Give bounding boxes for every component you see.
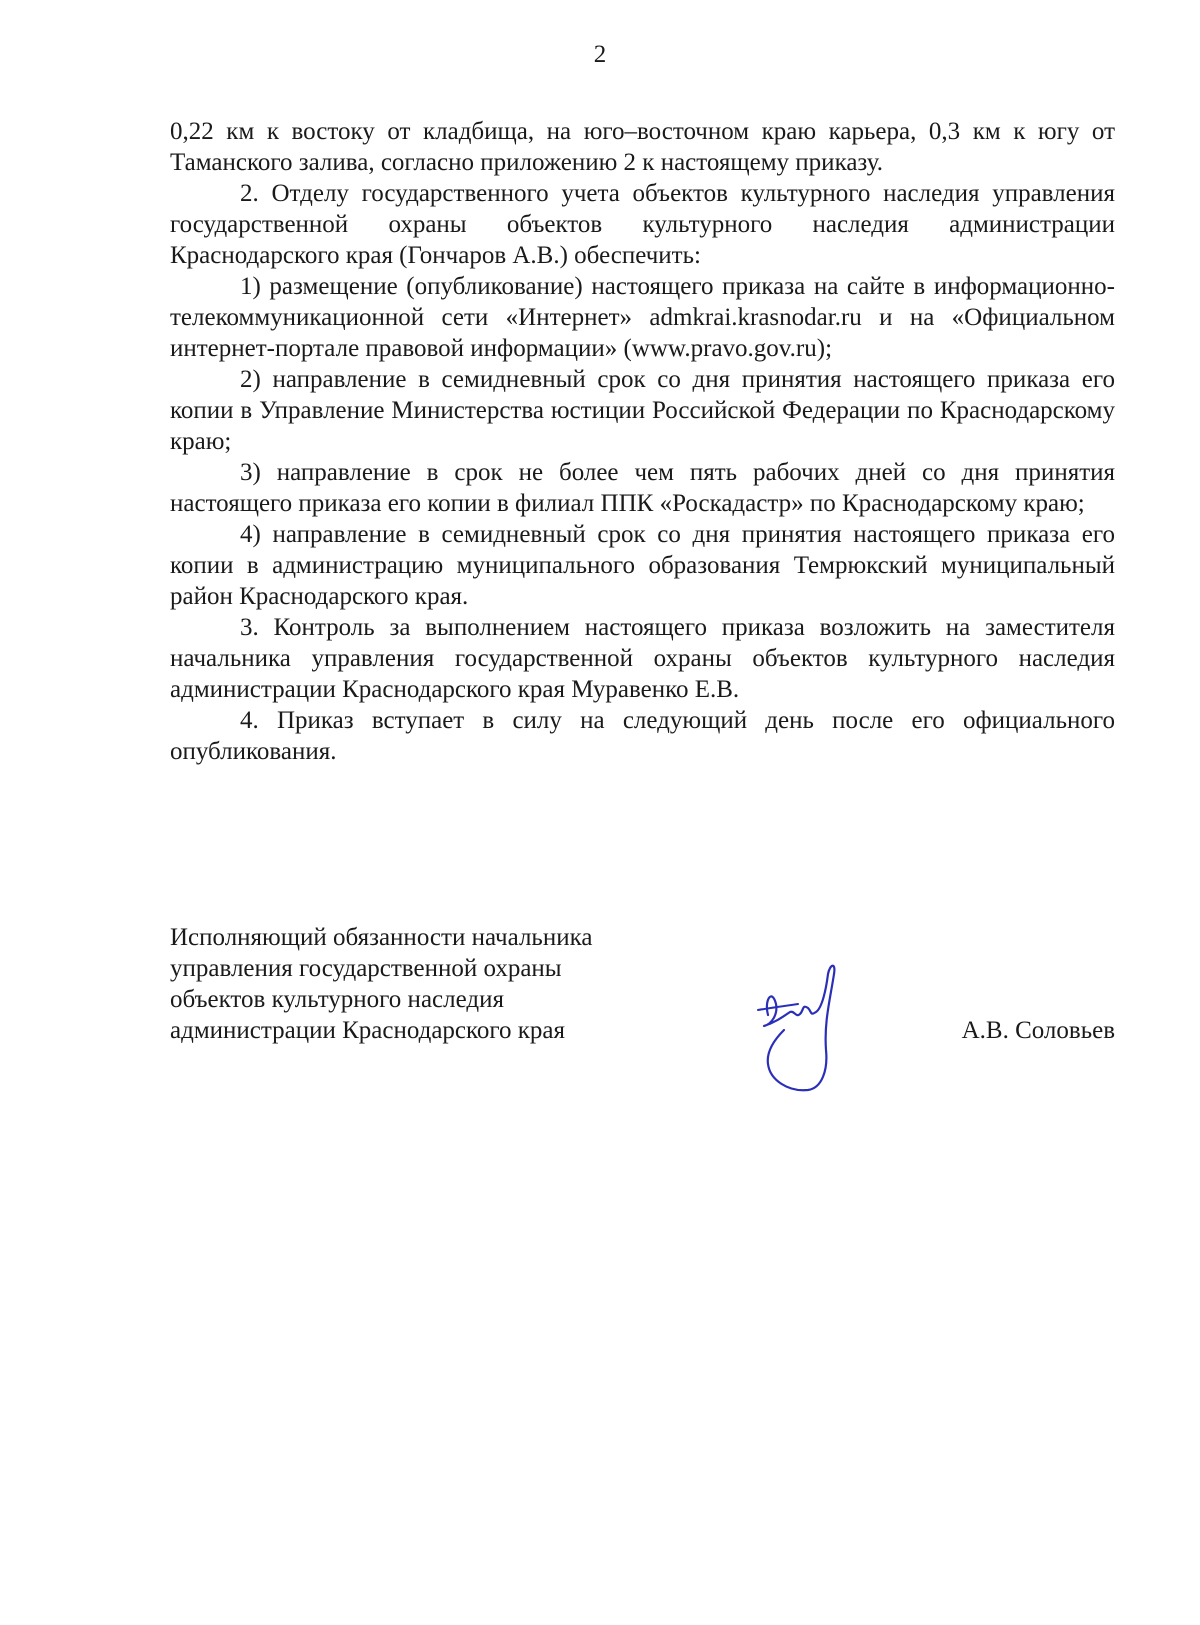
document-body [170,116,1115,767]
signer-title-line: Исполняющий обязанности начальника [170,924,593,951]
signature-block [170,922,1115,1092]
paragraph-item-4: 4. Приказ вступает в силу на следующий день после его официального опубликования. [170,707,1115,765]
signer-name: А.В. Соловьев [961,1017,1115,1044]
paragraph-subitem-3: 3) направление в срок не более чем пять рабочих дней со дня принятия настоящего приказа его копии в филиал ППК «Роскадастр» по Краснодарскому краю; [170,459,1115,517]
signer-title-line: администрации Краснодарского края [170,1017,566,1044]
paragraph-subitem-1: 1) размещение (опубликование) настоящего приказа на сайте в информационно-телекоммуникационной сети «Интернет» admkrai.krasnodar.ru и на «Официальном интернет-портале правовой информации» (www.pravo.gov.ru); [170,273,1115,362]
paragraph-item-3: 3. Контроль за выполнением настоящего приказа возложить на заместителя начальника управления государственной охраны объектов культурного наследия администрации Краснодарского края Муравенко Е.В. [170,614,1115,703]
signer-title-line: управления государственной охраны [170,955,562,982]
paragraph-item-2: 2. Отделу государственного учета объектов культурного наследия управления государственной охраны объектов культурного наследия администрации Краснодарского края (Гончаров А.В.) обеспечить: [170,180,1115,269]
handwritten-signature [750,960,860,1095]
signer-title-line: объектов культурного наследия [170,986,504,1013]
paragraph-subitem-2: 2) направление в семидневный срок со дня принятия настоящего приказа его копии в Управление Министерства юстиции Российской Федерации по Краснодарскому краю; [170,366,1115,455]
signer-title [170,922,690,1046]
page-number: 2 [593,41,607,68]
paragraph-subitem-4: 4) направление в семидневный срок со дня принятия настоящего приказа его копии в администрацию муниципального образования Темрюкский муниципальный район Краснодарского края. [170,521,1115,610]
paragraph-continuation: 0,22 км к востоку от кладбища, на юго–восточном краю карьера, 0,3 км к югу от Таманского залива, согласно приложению 2 к настоящему приказу. [170,118,1115,176]
